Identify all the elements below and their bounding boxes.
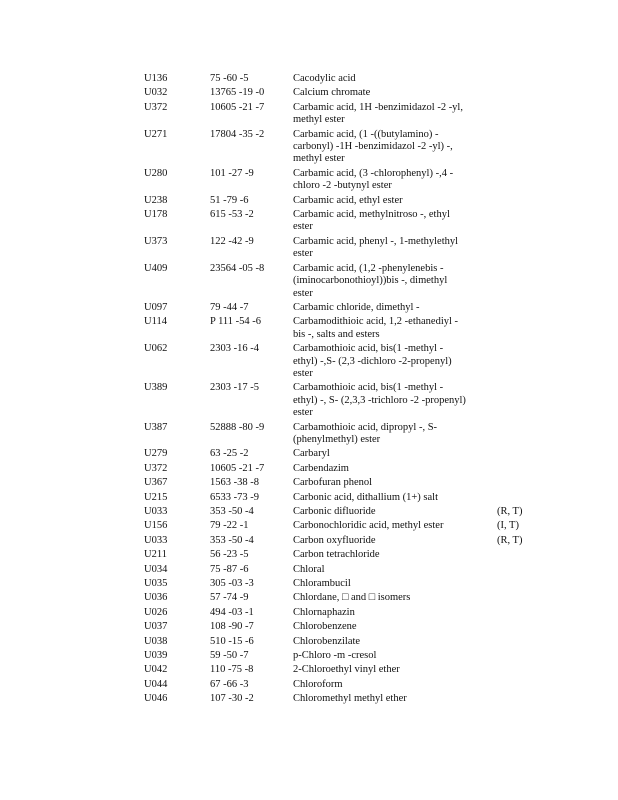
cas-number: 1563 -38 -8 xyxy=(210,477,259,489)
substance-name: p-Chloro -m -cresol xyxy=(293,650,377,662)
substance-name: Carbamic acid, (1,2 -phenylenebis - (iminocarbonothioyl))bis -, dimethyl ester xyxy=(293,262,448,299)
substance-name: Carbonic difluoride xyxy=(293,506,376,517)
hazard-code xyxy=(493,576,537,590)
cas-number: 2303 -16 -4 xyxy=(210,343,259,355)
waste-code: U032 xyxy=(144,87,168,99)
substance-name: Carbonochloridic acid, methyl ester xyxy=(293,520,444,532)
table-row xyxy=(144,300,537,314)
waste-code: U062 xyxy=(144,343,168,355)
waste-code: U037 xyxy=(144,621,168,633)
waste-code: U409 xyxy=(144,262,168,274)
waste-code: U046 xyxy=(144,693,168,705)
hazard-code xyxy=(493,314,537,341)
table-row xyxy=(144,576,537,590)
table-row xyxy=(144,619,537,633)
cas-number: 510 -15 -6 xyxy=(210,635,254,647)
table-row xyxy=(144,261,537,300)
cas-number: 305 -03 -3 xyxy=(210,578,254,590)
cas-number: 353 -50 -4 xyxy=(210,506,254,517)
waste-code: U372 xyxy=(144,101,168,113)
cas-number: 108 -90 -7 xyxy=(210,621,254,633)
substance-name: 2-Chloroethyl vinyl ether xyxy=(293,664,400,676)
table-row xyxy=(144,590,537,604)
hazard-code xyxy=(493,300,537,314)
hazard-code xyxy=(493,420,537,447)
table-row xyxy=(144,662,537,676)
substance-name: Cacodylic acid xyxy=(293,73,356,84)
waste-code: U215 xyxy=(144,491,168,503)
cas-number: 122 -42 -9 xyxy=(210,235,254,247)
hazard-code xyxy=(493,380,537,419)
substance-name: Carbamothioic acid, bis(1 -methyl - ethyl) -,S- (2,3 -dichloro -2-propenyl) ester xyxy=(293,343,452,379)
table-row xyxy=(144,341,537,380)
table-row xyxy=(144,461,537,475)
hazard-code xyxy=(493,547,537,561)
substance-name: Chlornaphazin xyxy=(293,606,355,618)
substance-name: Carbamic acid, 1H -benzimidazol -2 -yl, methyl ester xyxy=(293,101,463,126)
hazard-code xyxy=(493,605,537,619)
substance-name: Carbofuran phenol xyxy=(293,477,373,489)
cas-number: 615 -53 -2 xyxy=(210,209,254,221)
cas-number: 353 -50 -4 xyxy=(210,534,254,546)
waste-code: U178 xyxy=(144,209,168,221)
hazard-code xyxy=(493,85,537,99)
substance-name: Chloral xyxy=(293,563,325,575)
cas-number: 110 -75 -8 xyxy=(210,664,254,676)
waste-code: U387 xyxy=(144,421,168,433)
table-row xyxy=(144,314,537,341)
substance-name: Carbamic acid, phenyl -, 1-methylethyl ester xyxy=(293,235,459,260)
hazard-code xyxy=(493,677,537,691)
hazard-code xyxy=(493,207,537,234)
cas-number: 51 -79 -6 xyxy=(210,194,249,206)
hazard-code xyxy=(493,475,537,489)
substance-name: Chlorobenzilate xyxy=(293,635,361,647)
table-row xyxy=(144,234,537,261)
substance-name: Calcium chromate xyxy=(293,87,371,99)
table-row xyxy=(144,691,537,705)
table-row xyxy=(144,518,537,532)
substance-name: Carbamothioic acid, bis(1 -methyl - ethyl) -, S- (2,3,3 -trichloro -2 -propenyl) ester xyxy=(293,382,466,419)
waste-code: U033 xyxy=(144,534,168,546)
cas-number: 75 -87 -6 xyxy=(210,563,249,575)
hazard-code xyxy=(493,234,537,261)
waste-code: U097 xyxy=(144,301,168,313)
table-row xyxy=(144,100,537,127)
table-row xyxy=(144,127,537,166)
hazard-code xyxy=(493,100,537,127)
hazard-code xyxy=(493,446,537,460)
waste-code: U373 xyxy=(144,235,168,247)
cas-number: 10605 -21 -7 xyxy=(210,101,265,113)
hazard-code xyxy=(493,562,537,576)
cas-number: 79 -22 -1 xyxy=(210,520,249,532)
waste-code: U280 xyxy=(144,167,168,179)
substance-name: Chlorambucil xyxy=(293,578,351,590)
cas-number: 79 -44 -7 xyxy=(210,301,249,313)
hazard-code: (I, T) xyxy=(497,520,519,532)
cas-number: 23564 -05 -8 xyxy=(210,262,265,274)
substance-name: Chlorobenzene xyxy=(293,621,357,633)
substance-name: Carbamic chloride, dimethyl - xyxy=(293,301,420,313)
substance-name: Carbamic acid, ethyl ester xyxy=(293,194,403,206)
hazard-code xyxy=(493,691,537,705)
waste-code: U038 xyxy=(144,635,168,647)
table-row xyxy=(144,547,537,561)
waste-code: U211 xyxy=(144,549,167,561)
cas-number: 13765 -19 -0 xyxy=(210,87,265,99)
table-row xyxy=(144,605,537,619)
table-row xyxy=(144,166,537,193)
hazard-code xyxy=(493,341,537,380)
cas-number: 59 -50 -7 xyxy=(210,650,249,662)
table-row xyxy=(144,380,537,419)
table-row xyxy=(144,490,537,504)
substance-name: Carbamic acid, (3 -chlorophenyl) -,4 - chloro -2 -butynyl ester xyxy=(293,167,454,192)
waste-code: U389 xyxy=(144,382,168,394)
cas-number: 56 -23 -5 xyxy=(210,549,249,561)
waste-code: U026 xyxy=(144,606,168,618)
table-row xyxy=(144,207,537,234)
table-row xyxy=(144,73,537,85)
hazard-code xyxy=(493,634,537,648)
substance-name: Carbaryl xyxy=(293,448,330,460)
waste-code: U034 xyxy=(144,563,168,575)
table-row xyxy=(144,420,537,447)
hazard-code xyxy=(493,461,537,475)
waste-code: U033 xyxy=(144,506,168,517)
table-row xyxy=(144,85,537,99)
waste-code: U114 xyxy=(144,316,167,328)
table-row xyxy=(144,648,537,662)
cas-number: 101 -27 -9 xyxy=(210,167,254,179)
cas-number: P 111 -54 -6 xyxy=(210,316,262,328)
waste-code: U271 xyxy=(144,128,168,140)
waste-code: U372 xyxy=(144,462,168,474)
table-row xyxy=(144,533,537,547)
table-row xyxy=(144,504,537,518)
cas-number: 2303 -17 -5 xyxy=(210,382,259,394)
cas-number: 494 -03 -1 xyxy=(210,606,254,618)
table-row xyxy=(144,562,537,576)
waste-code: U367 xyxy=(144,477,168,489)
cas-number: 67 -66 -3 xyxy=(210,678,249,690)
hazard-code: (R, T) xyxy=(497,506,523,517)
substance-name: Carbon oxyfluoride xyxy=(293,534,376,546)
cas-number: 75 -60 -5 xyxy=(210,73,249,84)
cas-number: 107 -30 -2 xyxy=(210,693,254,705)
cas-number: 52888 -80 -9 xyxy=(210,421,265,433)
hazard-code xyxy=(493,619,537,633)
waste-code: U238 xyxy=(144,194,168,206)
hazard-code xyxy=(493,261,537,300)
table-row xyxy=(144,193,537,207)
hazardous-waste-table xyxy=(144,73,537,706)
waste-code: U039 xyxy=(144,650,168,662)
substance-name: Carbonic acid, dithallium (1+) salt xyxy=(293,491,439,503)
hazard-code xyxy=(493,166,537,193)
waste-code: U042 xyxy=(144,664,168,676)
hazard-code xyxy=(493,127,537,166)
cas-number: 57 -74 -9 xyxy=(210,592,249,604)
hazard-code xyxy=(493,648,537,662)
cas-number: 63 -25 -2 xyxy=(210,448,249,460)
hazard-code xyxy=(493,73,537,85)
waste-code: U044 xyxy=(144,678,168,690)
table-row xyxy=(144,634,537,648)
substance-name: Carbendazim xyxy=(293,462,349,474)
substance-name: Carbamic acid, methylnitroso -, ethyl ester xyxy=(293,209,450,233)
hazard-code: (R, T) xyxy=(497,534,523,546)
waste-code: U156 xyxy=(144,520,168,532)
cas-number: 17804 -35 -2 xyxy=(210,128,265,140)
substance-name: Carbamothioic acid, dipropyl -, S- (phenylmethyl) ester xyxy=(293,421,438,445)
substance-name: Chlordane, □ and □ isomers xyxy=(293,592,411,604)
hazard-code xyxy=(493,193,537,207)
table-body xyxy=(144,73,537,706)
substance-name: Carbon tetrachloride xyxy=(293,549,380,561)
substance-name: Carbamic acid, (1 -((butylamino) - carbonyl) -1H -benzimidazol -2 -yl) -, methyl ester xyxy=(293,128,453,165)
waste-code: U279 xyxy=(144,448,168,460)
hazard-code xyxy=(493,490,537,504)
substance-name: Carbamodithioic acid, 1,2 -ethanediyl - bis -, salts and esters xyxy=(293,316,459,340)
table-row xyxy=(144,446,537,460)
substance-name: Chloroform xyxy=(293,678,343,690)
cas-number: 6533 -73 -9 xyxy=(210,491,259,503)
hazard-code xyxy=(493,590,537,604)
cas-number: 10605 -21 -7 xyxy=(210,462,265,474)
substance-name: Chloromethyl methyl ether xyxy=(293,693,407,705)
table-row xyxy=(144,475,537,489)
hazard-code xyxy=(493,662,537,676)
waste-code: U035 xyxy=(144,578,168,590)
waste-code: U136 xyxy=(144,73,168,84)
table-row xyxy=(144,677,537,691)
waste-code: U036 xyxy=(144,592,168,604)
